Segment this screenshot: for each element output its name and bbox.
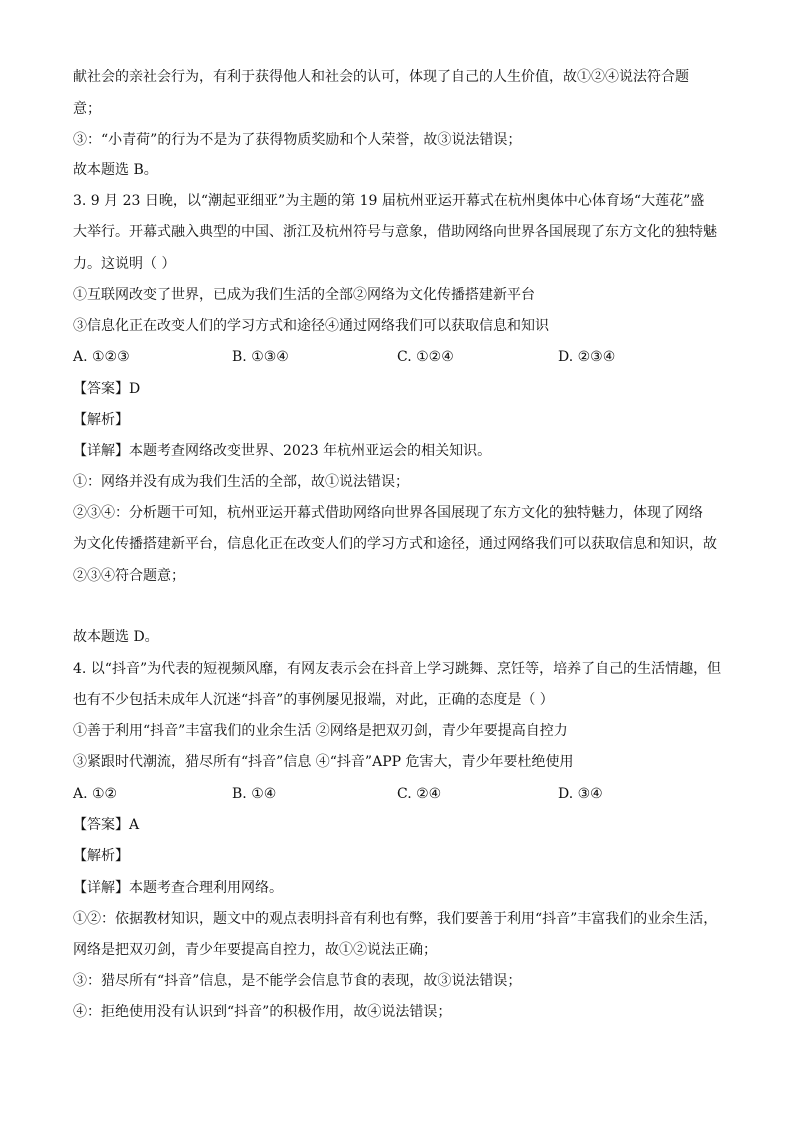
q3-explanation-line-4: ②③④符合题意； xyxy=(73,568,185,584)
q4-stem-line-1: 4. 以“抖音”为代表的短视频风靡，有网友表示会在抖音上学习跳舞、烹饪等，培养了自己的生活情趣，但 xyxy=(73,661,722,677)
q4-explanation-line-2: 网络是把双刃剑，青少年要提高自控力，故①②说法正确； xyxy=(73,942,437,958)
q3-option-d: D. ②③④ xyxy=(558,349,616,365)
q4-stem-line-2: 也有不少包括未成年人沉迷“抖音”的事例屡见报端，对此，正确的态度是（ ） xyxy=(73,692,554,708)
q4-option-d: D. ③④ xyxy=(558,786,603,802)
q3-stem-line-2: 大举行。开幕式融入典型的中国、浙江及杭州符号与意象，借助网络向世界各国展现了东方文化的独特魅 xyxy=(73,224,717,240)
q4-option-b: B. ①④ xyxy=(232,786,277,802)
prev-answer-conclusion: 故本题选 B。 xyxy=(73,162,158,178)
q4-detail: 【详解】本题考查合理利用网络。 xyxy=(73,880,283,896)
q3-statements-line-1: ①互联网改变了世界，已成为我们生活的全部②网络为文化传播搭建新平台 xyxy=(73,287,535,303)
q4-option-a: A. ①② xyxy=(73,786,118,802)
q3-conclusion: 故本题选 D。 xyxy=(73,629,159,645)
q4-explanation-line-1: ①②：依据教材知识，题文中的观点表明抖音有利也有弊，我们要善于利用“抖音”丰富我们的业余生活， xyxy=(73,911,718,927)
prev-answer-line-3: ③：“小青荷”的行为不是为了获得物质奖励和个人荣誉，故③说法错误； xyxy=(73,132,522,148)
q3-detail: 【详解】本题考查网络改变世界、2023 年杭州亚运会的相关知识。 xyxy=(73,443,492,459)
q3-answer: 【答案】D xyxy=(73,381,141,397)
q4-option-c: C. ②④ xyxy=(397,786,442,802)
q3-explanation-line-3: 为文化传播搭建新平台，信息化正在改变人们的学习方式和途径，通过网络我们可以获取信息和知识，故 xyxy=(73,536,717,552)
q4-analysis-label: 【解析】 xyxy=(73,848,129,864)
q3-explanation-line-1: ①：网络并没有成为我们生活的全部，故①说法错误； xyxy=(73,474,409,490)
q4-explanation-line-4: ④：拒绝使用没有认识到“抖音”的积极作用，故④说法错误； xyxy=(73,1004,452,1020)
q3-stem-line-3: 力。这说明（ ） xyxy=(73,256,176,272)
prev-answer-line-2: 意； xyxy=(73,101,101,117)
q3-option-a: A. ①②③ xyxy=(73,349,130,365)
q4-answer: 【答案】A xyxy=(73,817,140,833)
q4-statements-line-2: ③紧跟时代潮流，猎尽所有“抖音”信息 ④“抖音”APP 危害大，青少年要杜绝使用 xyxy=(73,754,574,770)
q4-explanation-line-3: ③：猎尽所有“抖音”信息，是不能学会信息节食的表现，故③说法错误； xyxy=(73,973,522,989)
q3-option-b: B. ①③④ xyxy=(232,349,289,365)
q3-statements-line-2: ③信息化正在改变人们的学习方式和途径④通过网络我们可以获取信息和知识 xyxy=(73,318,549,334)
q3-option-c: C. ①②④ xyxy=(397,349,454,365)
q3-explanation-line-2: ②③④：分析题干可知，杭州亚运开幕式借助网络向世界各国展现了东方文化的独特魅力，体现了网络 xyxy=(73,505,703,521)
q3-analysis-label: 【解析】 xyxy=(73,412,129,428)
q4-statements-line-1: ①善于利用“抖音”丰富我们的业余生活 ②网络是把双刃剑，青少年要提高自控力 xyxy=(73,723,568,739)
q3-stem-line-1: 3. 9 月 23 日晚，以“潮起亚细亚”为主题的第 19 届杭州亚运开幕式在杭州奥体中心体育场“大莲花”盛 xyxy=(73,193,705,209)
prev-answer-line-1: 献社会的亲社会行为，有利于获得他人和社会的认可，体现了自己的人生价值，故①②④说法符合题 xyxy=(73,69,689,85)
